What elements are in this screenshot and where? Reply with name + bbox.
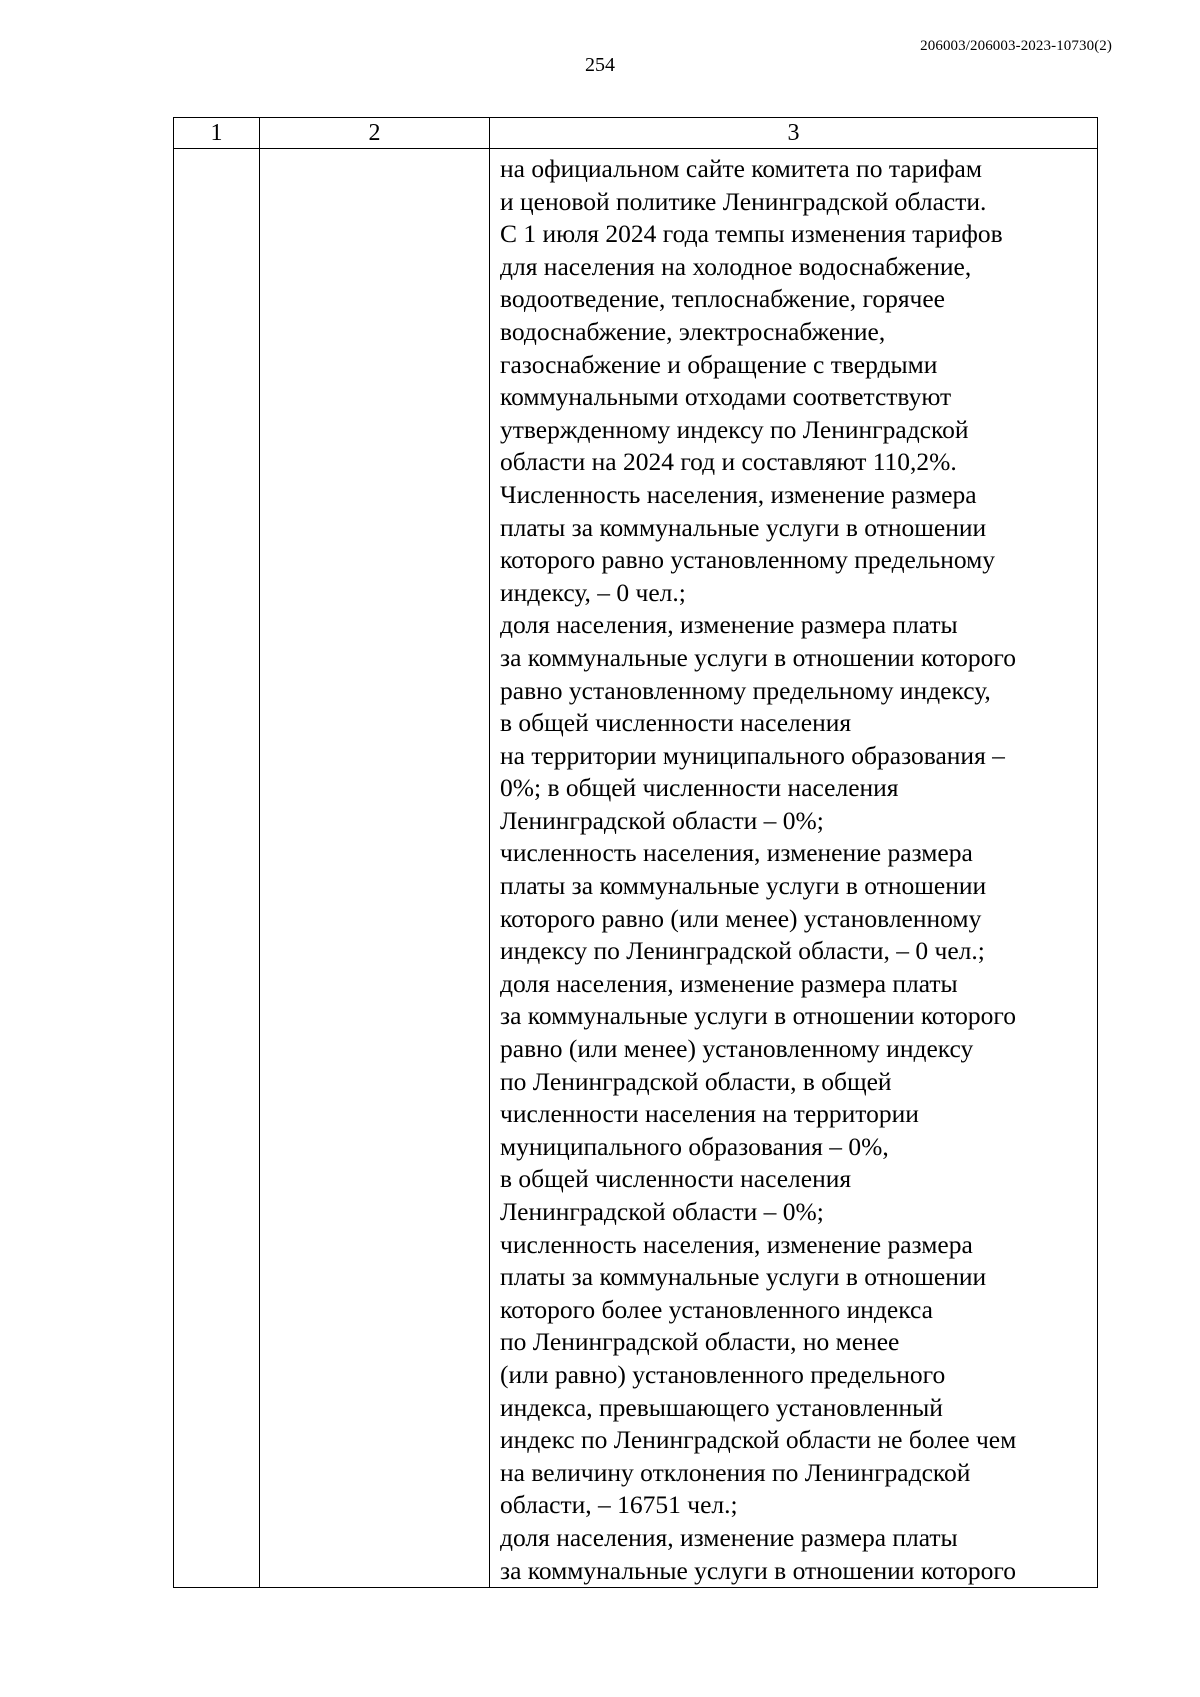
text-line: 0%; в общей численности населения <box>500 773 899 803</box>
text-line: которого равно установленному предельному <box>500 545 996 575</box>
text-line: С 1 июля 2024 года темпы изменения тарифов <box>500 219 1003 249</box>
text-line: Ленинградской области – 0%; <box>500 1197 824 1226</box>
text-line: области, – 16751 чел.; <box>500 1490 738 1520</box>
text-line: которого более установленного индекса <box>500 1294 933 1324</box>
text-line: по Ленинградской области, в общей <box>500 1066 892 1096</box>
column-header-2: 2 <box>260 118 490 149</box>
text-line: за коммунальные услуги в отношении которого <box>500 642 1016 672</box>
text-line: водоснабжение, электроснабжение, <box>500 316 886 346</box>
text-line: Численность населения, изменение размера <box>500 479 977 509</box>
text-line: Ленинградской области – 0%; <box>500 805 824 835</box>
text-line: и ценовой политике Ленинградской области. <box>500 186 987 216</box>
text-line: численность населения, изменение размера <box>500 1229 973 1259</box>
text-line: индекса, превышающего установленный <box>500 1392 943 1422</box>
text-line: на официальном сайте комитета по тарифам <box>500 154 982 183</box>
text-line: доля населения, изменение размера платы <box>500 968 958 998</box>
text-line: индекс по Ленинградской области не более чем <box>500 1425 1017 1455</box>
document-id: 206003/206003-2023-10730(2) <box>920 38 1112 54</box>
text-line: газоснабжение и обращение с твердыми <box>500 349 938 379</box>
text-line: коммунальными отходами соответствуют <box>500 382 952 412</box>
text-line: индексу, – 0 чел.; <box>500 577 686 607</box>
text-line: водоотведение, теплоснабжение, горячее <box>500 284 946 314</box>
table-cell-col3 <box>490 149 1098 1588</box>
text-line: платы за коммунальные услуги в отношении <box>500 512 987 542</box>
text-line: области на 2024 год и составляют 110,2%. <box>500 447 957 477</box>
text-line: на территории муниципального образования – <box>500 740 1005 770</box>
text-line: платы за коммунальные услуги в отношении <box>500 871 987 901</box>
text-line: (или равно) установленного предельного <box>500 1359 946 1389</box>
text-line: в общей численности населения <box>500 1164 852 1194</box>
text-line: индексу по Ленинградской области, – 0 чел.; <box>500 936 985 966</box>
text-line: которого равно (или менее) установленному <box>500 903 982 933</box>
text-line: для населения на холодное водоснабжение, <box>500 251 972 281</box>
column-header-3: 3 <box>490 118 1098 149</box>
table-header-row <box>174 118 1098 149</box>
text-line: численность населения, изменение размера <box>500 838 973 868</box>
text-line: платы за коммунальные услуги в отношении <box>500 1262 987 1292</box>
content-table <box>173 117 1098 1588</box>
text-line: доля населения, изменение размера платы <box>500 1522 958 1552</box>
table-cell-col1 <box>174 149 260 1588</box>
text-line: доля населения, изменение размера платы <box>500 610 958 640</box>
text-line: утвержденному индексу по Ленинградской <box>500 414 969 444</box>
text-line: по Ленинградской области, но менее <box>500 1327 900 1357</box>
text-line: в общей численности населения <box>500 708 852 738</box>
text-line: муниципального образования – 0%, <box>500 1131 889 1161</box>
page-number: 254 <box>585 54 615 76</box>
table-cell-col2 <box>260 149 490 1588</box>
table-row <box>174 149 1098 1588</box>
text-line: на величину отклонения по Ленинградской <box>500 1457 971 1487</box>
text-line: за коммунальные услуги в отношении которого <box>500 1001 1016 1031</box>
text-line: равно (или менее) установленному индексу <box>500 1034 974 1064</box>
column-header-1: 1 <box>174 118 260 149</box>
text-line: численности населения на территории <box>500 1099 919 1129</box>
cell-text-block <box>490 149 1097 1587</box>
text-line: за коммунальные услуги в отношении которого <box>500 1555 1016 1585</box>
text-line: равно установленному предельному индексу, <box>500 675 991 705</box>
